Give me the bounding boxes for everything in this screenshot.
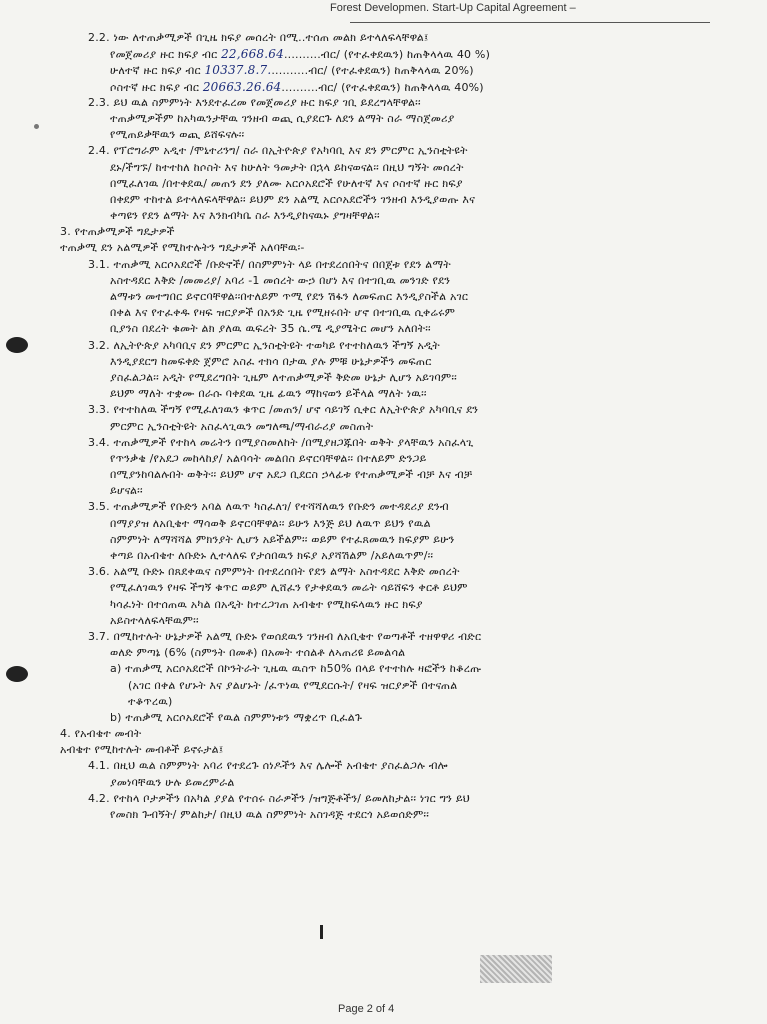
text-line: [60, 95, 700, 111]
text-line: [60, 645, 700, 661]
text-line: [60, 30, 700, 46]
line-text: a) ተጠቃሚ አርሶአደሮች በኮንትራት ጊዜዉ ዉስጥ ከ50% በላይ የተተከሉ ዛፎችን ከቆረጡ: [110, 662, 482, 676]
page-number: Page 2 of 4: [338, 1003, 395, 1015]
text-line: [60, 176, 700, 192]
line-text: በማያያዝ ለአቢቄተ ማሳወቅ ይኖርባቸዋል፡፡ ይሁን እንጅ ይህ ለዉጥ ይህን የዉል: [110, 516, 431, 530]
text-line: [60, 597, 700, 613]
line-text: 3. የተጠቃሚዎች ግዴታዎች: [60, 225, 175, 239]
text-line: [60, 661, 700, 677]
text-line: [60, 46, 700, 62]
text-line: [60, 791, 700, 807]
text-line: [60, 79, 700, 95]
text-line: [60, 273, 700, 289]
text-line: [60, 775, 700, 791]
text-line: [60, 467, 700, 483]
text-line: [60, 289, 700, 305]
line-text: የጥንቃቄ /የአደጋ መከላከያ/ አልባሳት መልበስ ይኖርባቸዋል፡፡ በተለይም ድንጋይ: [110, 451, 427, 465]
line-text: የሚፈለገዉን የዛፍ ችግኝ ቁጥር ወይም ሊሸፈን የታቀደዉን መሬት ሳይሸፍን ቀርቶ ይህም: [110, 581, 468, 595]
text-line: [60, 354, 700, 370]
line-text: ሶስተኛ ዙር ክፍያ ብር: [110, 80, 200, 94]
line-text: እንዲያደርግ ከመፍቀድ ጀምሮ አስፈ ተክሳ በታዉ ያሉ ምቹ ሁኔታዎችን መፍጠር: [110, 354, 432, 368]
line-text-tail: ..........ብር/ (የተፈቀደዉን) ከጠቅላላዉ 40 %): [283, 48, 491, 62]
line-text: ወለድ ምጣኔ (6% (ስምንት በመቶ) በአመት ተሰልቶ ለኣጠሪዩ ይመልሳል: [110, 646, 406, 660]
line-text: ምርምር ኢንስቲትዩት አስፈላጊዉን መግለጫ/ማብራሪያ መስጠት: [110, 419, 374, 433]
line-text: ደኑ/ችግኙ/ ከተተከለ ከሶስት እና ከሁለት ዓመታት በኋላ ይከናወናል፡፡ በዚህ ግኝት መሰረት: [110, 160, 464, 174]
line-text: b) ተጠቃሚ አርሶአደሮች የዉል ስምምነቱን ማቋረጥ ቢፈልጉ: [110, 710, 363, 724]
text-line: [60, 532, 700, 548]
line-text: 4.1. በዚህ ዉል ስምምነት አባሪ የተደረጉ ሰነዶችን እና ሌሎች አብቄተ ያስፈልጋሉ ብሎ: [88, 759, 448, 773]
text-line: [60, 758, 700, 774]
line-text: ተጠቃሚ ደን አልሚዎች የሚከተሉትን ግዴታዎች አለባቸዉ፡-: [60, 241, 305, 255]
punch-hole-bottom: [6, 666, 28, 682]
line-text: 3.4. ተጠቃሚዎች የተከላ መሬትን በሚያስመለከት /በሚያዘጋጁበት ወቅት ያላቸዉን አስፈላጊ: [88, 435, 474, 449]
text-line: [60, 435, 700, 451]
line-text: 3.5. ተጠቃሚዎች የቡድን አባል ለዉጥ ካስፈለገ/ የተሻሻለዉን የቡድን መተዳደሪያ ደንብ: [88, 500, 449, 514]
line-text: 4. የአብቄተ መብት: [60, 727, 142, 741]
text-line: [60, 451, 700, 467]
page-header: [330, 2, 710, 24]
text-line: [60, 499, 700, 515]
text-line: [60, 192, 700, 208]
line-text: 2.4. የፕሮግራም አዲተ /ሞኒተሪንግ/ ስራ በኢትዮጵያ የአካባቢ እና ደን ምርምር ኢንስቲትዩት: [88, 144, 468, 158]
line-text: ተጠቃሚዎችም ከአካዉንታቸዉ ገንዘብ ወጪ ሲያደርጉ ለደን ልማት ስራ ማስጀመሪያ: [110, 111, 455, 125]
text-line: [60, 548, 700, 564]
handwritten-amount: 10337.8.7.: [204, 63, 272, 78]
text-line: [60, 338, 700, 354]
line-text: በቀል እና የተፈቀዱ የዛፍ ዝርያዎች በአንድ ጊዜ የሚዘሩበት ሆኖ በተገቢዉ ሲቀሬሩም: [110, 306, 456, 320]
text-line: [60, 742, 700, 758]
text-line: [60, 143, 700, 159]
line-text: የመጀመሪያ ዙር ክፍያ ብር: [110, 48, 218, 62]
line-text: 3.2. ለኢትዮጵያ አካባቢና ደን ምርምር ኢንስቲትዩት ተወካይ የተተከለዉን ችግኝ አዲት: [88, 338, 440, 352]
line-text: አብቄተ የሚከተሉት መብቶች ይኖሩታል፤: [60, 743, 224, 757]
text-line: [60, 629, 700, 645]
text-line: [60, 678, 700, 694]
line-text: በቀደም ተከተል ይተላለፍላቸዋል፡፡ ይህም ደን አልሚ አርሶአደሮችን ገንዘብ እንዲያወጡ እና: [110, 192, 476, 206]
agreement-body: [60, 30, 700, 823]
line-text: በሚፈለገዉ /በተቀደዉ/ መጠን ደን ያለሙ አርሶአደሮች የሁለተኛ እና ሶስተኛ ዙር ክፍያ: [110, 176, 463, 190]
mark: [320, 925, 323, 939]
line-text: (አገር በቀል የሆኑት እና ያልሆኑት /ፈጥነዉ የሚደርሱት/ የዛፍ ዝርያዎች በተናጠል: [128, 678, 458, 692]
text-line: [60, 710, 700, 726]
line-text: 2.2. ነው ለተጠቃሚዎች በጊዜ ክፍያ መሰረት በሚ..ተሰጠ መልክ ይተላለፍላቸዋል፤: [88, 31, 429, 44]
line-text: ቀጣዩን የደን ልማት እና እንክብካቤ ስራ እንዲያከናዉኑ ያግዛቸዋል፡፡: [110, 209, 380, 223]
handwritten-amount: 20663.26.64: [202, 79, 282, 94]
line-text: ልማቱን መተግበር ይኖርባቸዋል፡፡በተለይም ጥሚ የደን ሽፋን ለመፍጠር እንዲያስችል አገር: [110, 290, 469, 303]
text-line: [60, 386, 700, 402]
line-text: ካሳፈነት በተሰጠዉ አካል በአዲት ከተረጋገጠ አብቄተ የሚከፍላዉን ዙር ክፍያ: [110, 597, 423, 611]
line-text: 3.7. በሚከተሉት ሁኔታዎች አልሚ ቡድኑ የወሰደዉን ገንዘብ ለአቢቄተ የወጣቶች ተዘዋዋሪ ብድር: [88, 629, 482, 643]
scan-speck: [34, 124, 39, 129]
line-text: አይስተላለፍላቸዉም፡፡: [110, 613, 199, 627]
text-line: [60, 160, 700, 176]
line-text: ተቆጥረዉ): [128, 694, 173, 708]
line-text: ቀጣይ በአብቄተ ለቡድኑ ሊተላለፍ የታሰበዉን ክፍያ አያሻሽልም /አይለዉጥም/፡፡: [110, 549, 434, 562]
punch-hole-top: [6, 337, 28, 353]
text-line: [60, 419, 700, 435]
line-text-tail: ..........ብር/ (የተፈቀደዉን) ከጠቅላላዉ 40%): [281, 80, 484, 94]
text-line: [60, 224, 700, 240]
text-line: [60, 516, 700, 532]
text-line: [60, 613, 700, 629]
text-line: [60, 402, 700, 418]
text-line: [60, 257, 700, 273]
line-text: ያስፈልጋል፡፡ አዲት የሚደረግበት ጊዜም ለተጠቃሚዎች ቅድመ ሁኔታ ሊሆን አይገባም፡፡: [110, 370, 457, 384]
line-text: 4.2. የተከላ ቦታዎችን በአካል ያያል የተሰሩ ስራዎችን /ዝግጅቶችን/ ይመለከታል፡፡ ነገር ግን ይህ: [88, 791, 470, 805]
text-line: [60, 240, 700, 256]
line-text: 2.3. ይህ ዉል ስምምነት እንደተፈረመ የመጀመሪያ ዙር ክፍያ ገቢ ይደረግላቸዋል፡፡: [88, 95, 421, 109]
line-text: ሁለተኛ ዙር ክፍያ ብር: [110, 64, 201, 78]
text-line: [60, 564, 700, 580]
handwritten-amount: 22,668.64: [221, 47, 284, 62]
text-line: [60, 127, 700, 143]
line-text: በሚያንከባልሉበት ወቅት፡፡ ይህም ሆኖ አደጋ ቢደርስ ኃላፊቱ የተጠቃሚዎች ብቻ እና ብቻ: [110, 468, 473, 482]
line-text: ያመነባቸዉን ሁሉ ይመረምራል: [110, 775, 235, 789]
header-title: Forest Developmen. Start-Up Capital Agreement –: [330, 2, 576, 14]
line-text: ይሆናል፡፡: [110, 484, 143, 498]
text-line: [60, 483, 700, 499]
text-line: [60, 305, 700, 321]
text-line: [60, 580, 700, 596]
text-line: [60, 208, 700, 224]
text-line: [60, 726, 700, 742]
text-line: [60, 111, 700, 127]
line-text: ቢያንስ በደረት ቁመት ልክ ያለዉ ዉፍረት 35 ሴ.ሜ ዲያሜትር መሆን አለበት፡፡: [110, 322, 431, 336]
line-text: 3.6. አልሚ ቡድኑ በጸደቀዉና ስምምነት በተደረሰበት የደን ልማት አስተዳደር እቅድ መሰረት: [88, 565, 460, 579]
text-line: [60, 807, 700, 823]
line-text-tail: ..........ብር/ (የተፈቀደዉን) ከጠቅላላዉ 20%): [271, 64, 474, 78]
line-text: 3.3. የተተከለዉ ችግኝ የሚፈለገዉን ቁጥር /መጠን/ ሆኖ ሳይገኝ ሲቀር ለኢትዮጵያ አካባቢና ደን: [88, 403, 479, 417]
text-line: [60, 62, 700, 78]
line-text: ይህም ማለት ተቋሙ በራሱ ባቀደዉ ጊዜ ፊዉን ማከናወን ይችላል ማለት ነዉ፡፡: [110, 387, 427, 401]
text-line: [60, 370, 700, 386]
line-text: ስምምነት ለማሻሻል ምክንያት ሊሆን አይችልም፡፡ ወይም የተፈጸመዉን ክፍያም ይሁን: [110, 532, 455, 546]
line-text: የመስክ ጉብኝት/ ምልከታ/ በዚህ ዉል ስምምነት አስገዳጅ ተደርጎ አይወሰድም፡፡: [110, 808, 430, 821]
line-text: 3.1. ተጠቃሚ አርሶአደሮች /ቡድኖች/ በስምምነት ላይ በተደረሰበትና በበጀቱ የደን ልማት: [88, 257, 451, 271]
text-line: [60, 321, 700, 337]
line-text: የሚጠይቃቸዉን ወጪ ይሸፍናሉ፡፡: [110, 128, 245, 142]
header-rule: [350, 22, 710, 23]
text-line: [60, 694, 700, 710]
stamp-mark: [480, 955, 552, 983]
line-text: አስተዳደር እቅድ /መመሪያ/ አባሪ -1 መሰረት ውኃ በሆነ እና በተገቢዉ መንገድ የደን: [110, 273, 451, 287]
